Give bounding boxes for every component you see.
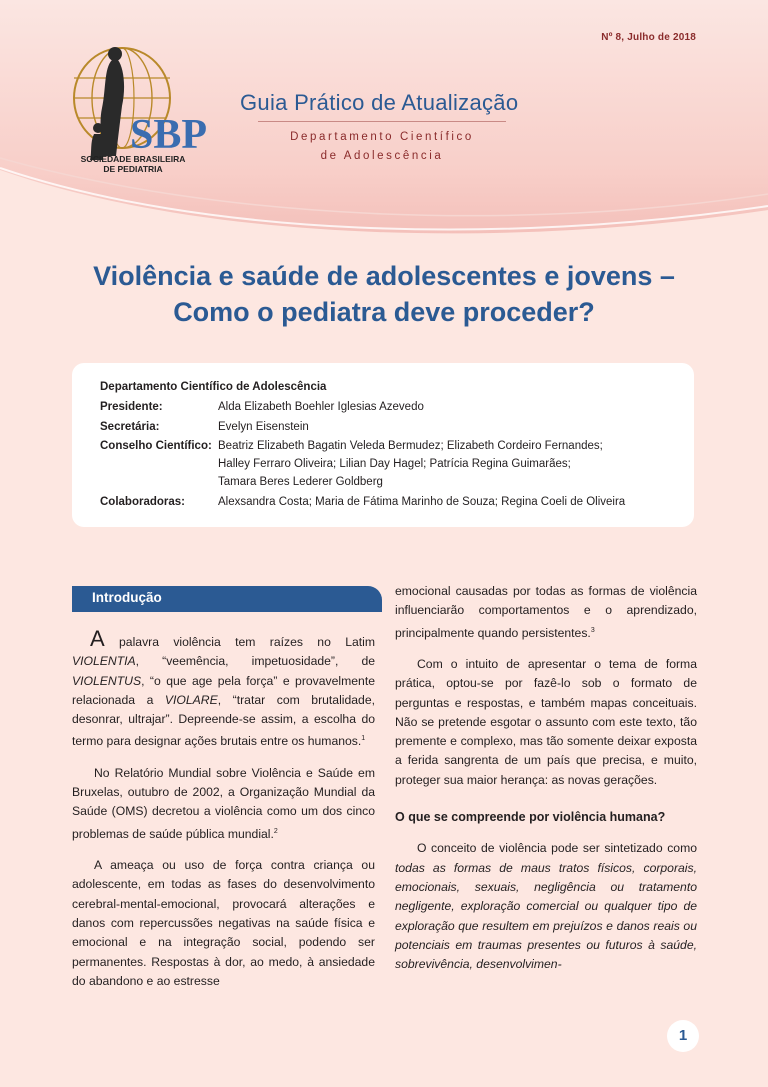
department-label: [258, 128, 506, 166]
paragraph: emocional causadas por todas as formas de violência influenciarão comportamentos e o aprendizado, principalmente quando persistentes.$^3$: [395, 584, 697, 640]
paragraph: A ameaça ou uso de força contra criança ou adolescente, em todas as fases do desenvolvimento cerebral-mental-emocional, provocará alterações e danos com repercussões negativas na saúde física e emocional e na integração social, podendo ser permanentes. Respostas à dor, ao medo, à ansiedade do abandono e ao estresse: [72, 858, 375, 988]
department-line2: de Adolescência: [320, 150, 444, 162]
paragraph: Com o intuito de apresentar o tema de forma prática, optou-se por fazê-lo sob o formato de perguntas e respostas, e também mapas conceituais. Não se pretende esgotar o assunto com este texto, tão premente e complexo, mas tão somente deixar exposta a ferida sangrenta de um país que precisa, e muito, proteger sua maior herança: as novas gerações.: [395, 656, 697, 787]
credits-value: Halley Ferraro Oliveira; Lilian Day Hagel; Patrícia Regina Guimarães;: [218, 458, 571, 470]
document-title-line1: Violência e saúde de adolescentes e jovens –: [93, 261, 675, 291]
department-line1: Departamento Científico: [290, 131, 474, 143]
guide-title: Guia Prático de Atualização: [240, 90, 519, 115]
credits-value: Alexsandra Costa; Maria de Fátima Marinho de Souza; Regina Coeli de Oliveira: [218, 496, 626, 508]
logo-caption: [78, 154, 188, 174]
credits-box: Departamento Científico de Adolescência Presidente: Alda Elizabeth Boehler Iglesias Azevedo Secretária: Evelyn Eisenstein Conselho Científico: Beatriz Elizabeth Bagatin Veleda Bermudez; Elizabeth Cordeiro Fernandes; Halley Ferraro Oliveira; Lilian Day Hagel; Patrícia Regina Guimarães; Tamara Beres Lederer Goldberg Colaboradoras: Alexsandra Costa; Maria de Fátima Marinho de Souza; Regina Coeli de Oliveira: [72, 363, 694, 527]
right-column: [395, 582, 697, 974]
credits-label: Secretária:: [100, 421, 160, 433]
footnote-ref: 3: [590, 626, 595, 634]
page-number: 1: [667, 1020, 699, 1052]
issue-label: Nº 8, Julho de 2018: [601, 32, 696, 43]
left-column: [72, 626, 375, 991]
credits-label: Presidente:: [100, 401, 163, 413]
credits-label: Colaboradoras:: [100, 496, 185, 508]
credits-value: Tamara Beres Lederer Goldberg: [218, 476, 383, 488]
svg-text:SBP: SBP: [130, 112, 208, 158]
document-title: [40, 258, 728, 330]
footnote-ref: 1: [361, 735, 366, 743]
credits-value: Beatriz Elizabeth Bagatin Veleda Bermudez; Elizabeth Cordeiro Fernandes;: [218, 440, 603, 452]
credits-label: Conselho Científico:: [100, 440, 212, 452]
paragraph: No Relatório Mundial sobre Violência e Saúde em Bruxelas, outubro de 2002, a Organização Mundial da Saúde (OMS) decretou a violência como um dos cinco problemas de saúde pública mundial.$^2$: [72, 765, 375, 841]
paragraph: A palavra violência tem raízes no Latim VIOLENTIA, “veemência, impetuosidade”, de VIOLENTUS, “o que age pela força” e provavelmente relacionada a VIOLARE, “tratar com brutalidade, desonrar, ultrajar”. Depreende-se assim, a escolha do termo para designar ações brutais entre os humanos.$^1$: [72, 626, 375, 749]
section-title: Introdução: [92, 590, 162, 605]
drop-cap: A: [90, 626, 105, 651]
credits-value: Evelyn Eisenstein: [218, 421, 309, 433]
logo-caption-line1: SOCIEDADE BRASILEIRA: [80, 154, 186, 164]
section-header-introducao: [72, 586, 382, 612]
footnote-ref: 2: [273, 827, 278, 835]
subsection-heading: O que se compreende por violência humana?: [395, 810, 666, 825]
document-title-line2: Como o pediatra deve proceder?: [173, 297, 595, 327]
credits-value: Alda Elizabeth Boehler Iglesias Azevedo: [218, 401, 424, 413]
guide-divider: [258, 121, 506, 122]
logo-caption-line2: DE PEDIATRIA: [103, 164, 163, 174]
paragraph: O conceito de violência pode ser sintetizado como todas as formas de maus tratos físicos, corporais, emocionais, sexuais, negligência ou tratamento negligente, exploração comercial ou qualquer tipo de exploração que resultem em prejuízos e danos reais ou potenciais em traumas presentes ou futuros à saúde, sobrevivência, desenvolvimen-: [395, 841, 697, 972]
